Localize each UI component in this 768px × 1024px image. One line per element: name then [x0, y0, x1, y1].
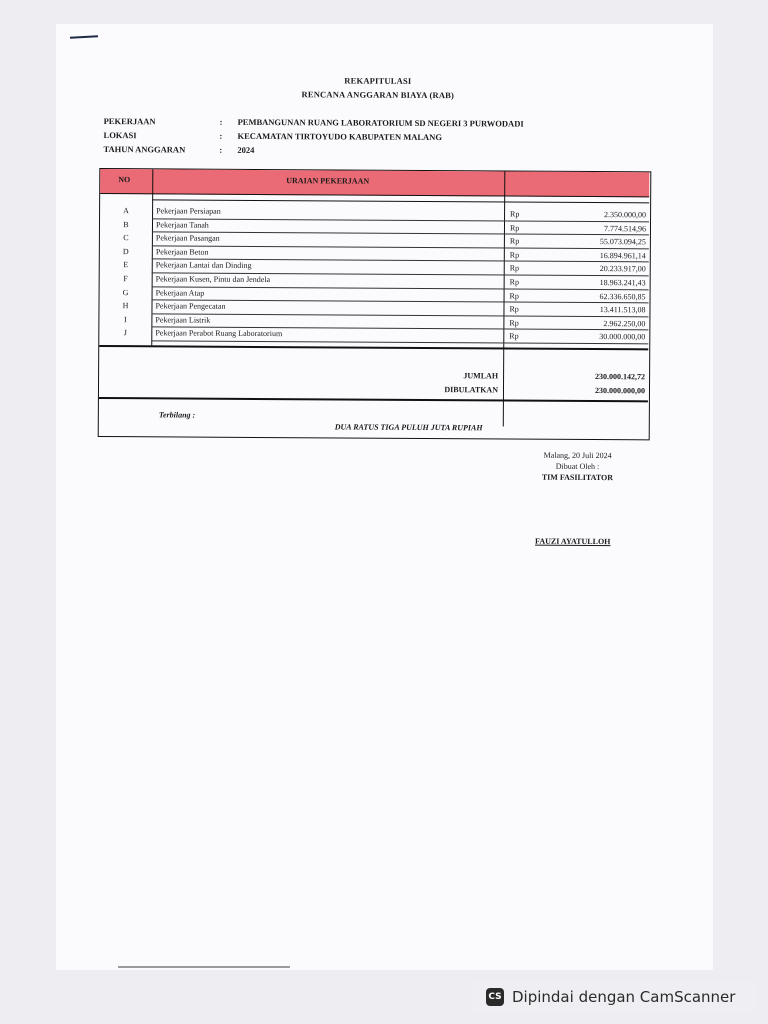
row-no: H — [122, 301, 129, 311]
jumlah-label: JUMLAH — [463, 371, 499, 381]
team-name: TIM FASILITATOR — [541, 472, 614, 483]
row-no: D — [122, 246, 129, 256]
title-line-2: RENCANA ANGGARAN BIAYA (RAB) — [301, 89, 455, 101]
table-row — [99, 327, 648, 344]
row-currency: Rp — [509, 223, 520, 233]
row-desc: Pekerjaan Atap — [155, 287, 205, 298]
row-desc: Pekerjaan Pasangan — [155, 233, 220, 243]
row-currency: Rp — [509, 250, 520, 260]
row-desc: Pekerjaan Pengecatan — [155, 301, 226, 311]
row-amount: 16.894.961,14 — [599, 250, 646, 261]
row-amount: 7.774.514,96 — [603, 223, 647, 233]
header-desc: URAIAN PEKERJAAN — [286, 176, 370, 186]
meta-value: KECAMATAN TIRTOYUDO KABUPATEN MALANG — [237, 130, 442, 143]
terbilang-label: Terbilang : — [158, 410, 196, 420]
scanned-page — [56, 24, 713, 970]
row-currency: Rp — [509, 236, 520, 246]
row-no: A — [123, 206, 129, 216]
row-no: F — [123, 274, 128, 284]
row-currency: Rp — [509, 304, 519, 314]
camscanner-watermark — [471, 981, 756, 1013]
dibulatkan-value: 230.000.000,00 — [594, 386, 646, 396]
row-currency: Rp — [509, 318, 519, 328]
row-amount: 13.411.513,08 — [599, 305, 646, 315]
meta-value: 2024 — [237, 144, 255, 155]
row-currency: Rp — [510, 209, 520, 219]
scan-edge-mark — [118, 966, 290, 968]
row-no: J — [123, 328, 127, 338]
row-no: G — [122, 287, 129, 297]
row-divider — [152, 199, 649, 203]
totals-section — [99, 365, 648, 412]
table-body — [99, 205, 649, 344]
row-no: E — [123, 260, 129, 270]
meta-value: PEMBANGUNAN RUANG LABORATORIUM SD NEGERI 3 PURWODADI — [237, 116, 524, 129]
row-amount: 2.350.000,00 — [604, 210, 647, 220]
row-amount: 30.000.000,00 — [599, 332, 646, 342]
place-date: Malang, 20 Juli 2024 — [543, 450, 612, 461]
jumlah-value: 230.000.142,72 — [595, 372, 646, 382]
row-desc: Pekerjaan Listrik — [155, 315, 211, 325]
row-amount: 20.233.917,00 — [599, 264, 646, 274]
row-rule — [151, 340, 648, 344]
project-meta — [103, 116, 643, 161]
row-amount: 62.336.650,85 — [599, 291, 646, 301]
title-line-1: REKAPITULASI — [344, 75, 412, 86]
row-currency: Rp — [509, 291, 519, 301]
section-divider — [99, 345, 648, 350]
header-no: NO — [118, 175, 131, 185]
made-by-label: Dibuat Oleh : — [555, 461, 600, 472]
row-currency: Rp — [509, 331, 519, 341]
camscanner-logo-icon: CS — [486, 988, 504, 1006]
row-amount: 55.073.094,25 — [599, 237, 646, 247]
row-amount: 18.963.241,43 — [599, 278, 646, 288]
row-no: C — [123, 233, 129, 243]
row-currency: Rp — [509, 263, 520, 273]
row-desc: Pekerjaan Kusen, Pintu dan Jendela — [155, 274, 271, 285]
signature-block — [527, 451, 627, 485]
row-desc: Pekerjaan Perabot Ruang Laboratorium — [155, 328, 283, 339]
row-amount: 2.962.250,00 — [603, 318, 646, 329]
signer-name: FAUZI AYATULLOH — [535, 536, 611, 547]
dibulatkan-label: DIBULATKAN — [444, 385, 499, 395]
meta-colon: : — [219, 144, 223, 155]
meta-colon: : — [219, 116, 223, 127]
rab-table — [98, 168, 652, 440]
row-desc: Pekerjaan Beton — [155, 247, 209, 257]
table-header — [100, 169, 649, 197]
meta-colon: : — [219, 130, 223, 141]
meta-key: TAHUN ANGGARAN — [103, 144, 186, 155]
row-desc: Pekerjaan Lantai dan Dinding — [155, 260, 252, 271]
meta-key: PEKERJAAN — [103, 116, 156, 127]
terbilang-value: DUA RATUS TIGA PULUH JUTA RUPIAH — [334, 422, 483, 433]
row-desc: Pekerjaan Persiapan — [156, 206, 221, 216]
watermark-text: Dipindai dengan CamScanner — [512, 988, 736, 1006]
meta-key: LOKASI — [103, 130, 137, 141]
row-no: I — [124, 314, 127, 324]
row-no: B — [123, 219, 129, 229]
row-desc: Pekerjaan Tanah — [155, 219, 209, 230]
row-currency: Rp — [509, 277, 520, 287]
